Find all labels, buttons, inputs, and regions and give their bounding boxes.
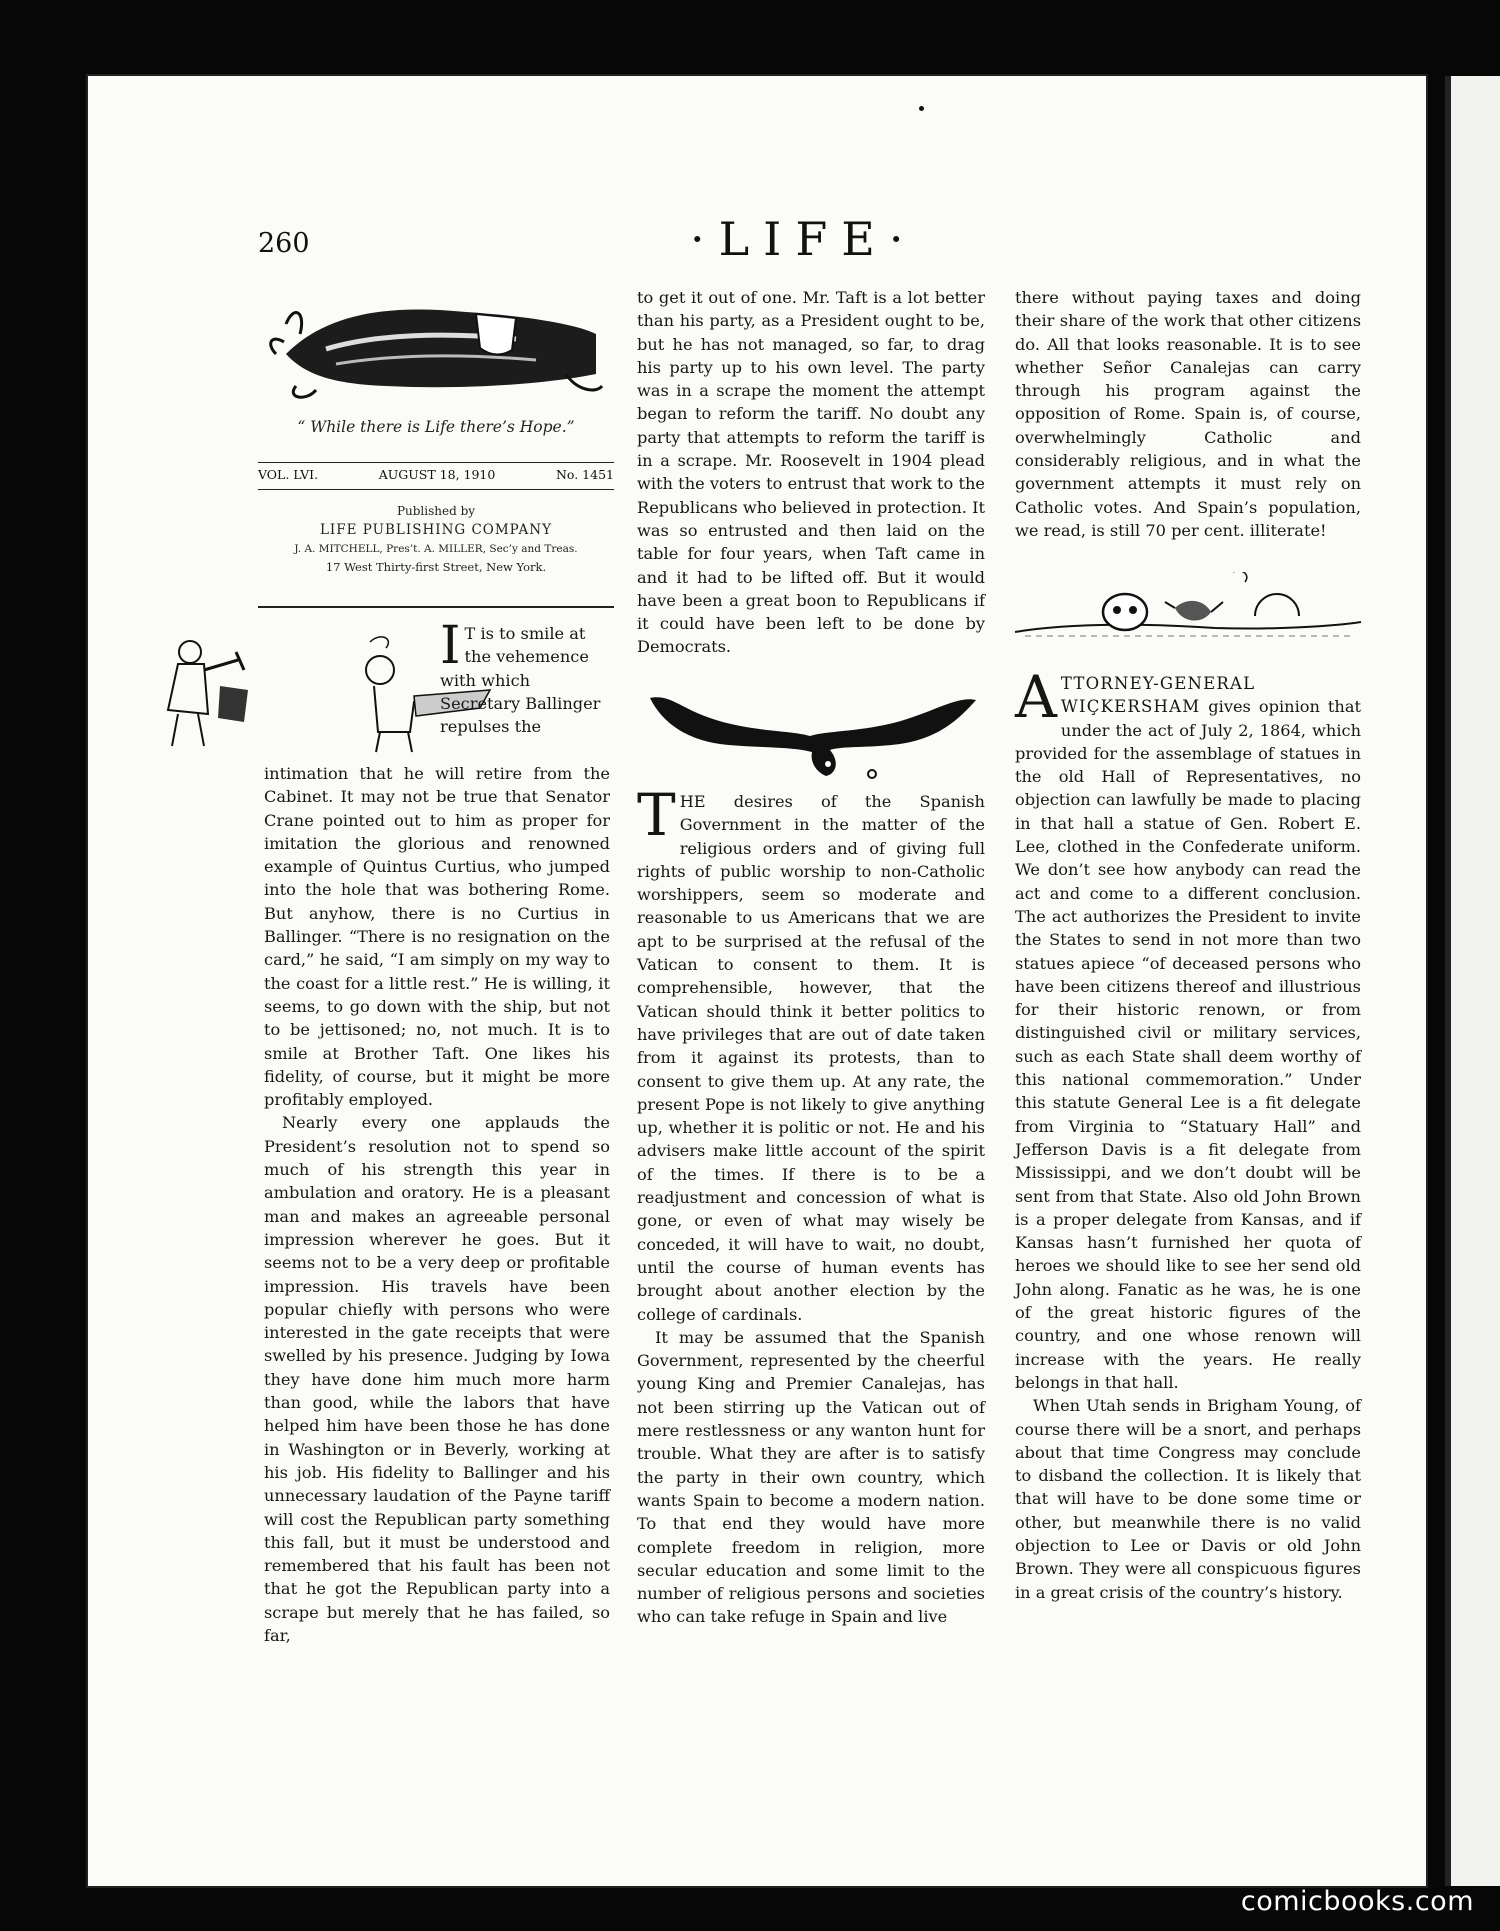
publisher-officers: J. A. MITCHELL, Pres’t. A. MILLER, Sec’y and Treas.: [294, 543, 578, 555]
watermark: comicbooks.com: [1240, 1886, 1474, 1917]
masthead-title: ·LIFE·: [690, 212, 918, 266]
col1-paragraph-2: Nearly every one applauds the President’s resolution not to spend so much of his strength this year in ambulation and oratory. He is a pleasant man and makes an agreeable personal impression wherever he goes. But it seems not to be a very deep or profitable impression. His travels have been popular chiefly with persons who were interested in the gate receipts that were swelled by his presence. Judging by Iowa they have done him much more harm than good, while the labors that have helped him have been those he has done in Washington or in Beverly, working at his job. His fidelity to Ballinger and his unnecessary laudation of the Payne tariff will cost the Republican party something this fall, but it must be understood and remembered that his fault has been not that he got the Republican party into a scrape but merely that he has failed, so far,: [264, 1113, 610, 1645]
issue-line: [258, 462, 614, 490]
col3-paragraph-2-text: gives opinion that under the act of July 2, 1864, which provided for the assemblage of statues in the old Hall of Representatives, no objection can lawfully be made to placing in that hall a statue of Gen. Robert E. Lee, clothed in the Confederate uniform. We don’t see how anybody can read the act and come to a different conclusion. The act authorizes the President to invite the States to send in not more than two statues apiece “of deceased persons who have been citizens thereof and illustrious for their historic renown, or from distinguished civil or military services, such as each State shall deem worthy of this national commemoration.” Under this statute General Lee is a fit delegate from Virginia to “Statuary Hall” and Jefferson Davis is a fit delegate from Mississippi, and we don’t doubt will be sent from that State. Also old John Brown is a proper delegate from Kansas, and if Kansas hasn’t furnished her quota of heroes we should like to see her send old John along. Fanatic as he was, he is one of the great historic figures of the country, and one whose renown will increase with the years. He really belongs in that hall.: [1015, 697, 1361, 1392]
publisher-block: [258, 504, 614, 574]
divider: [258, 606, 614, 608]
column-3a: [1015, 286, 1361, 542]
col1-paragraph-1: intimation that he will retire from the Cabinet. It may not be true that Senator Crane pointed out to him as proper for imitation the glorious and renowned example of Quintus Curtius, who jumped into the hole that was bothering Rome. But anyhow, there is no Curtius in Ballinger. “There is no resignation on the card,” he said, “I am simply on my way to the coast for a little rest.” He is willing, it seems, to go down with the ship, but not to be jettisoned; no, not much. It is to smile at Brother Taft. One likes his fidelity, of course, but it might be more profitably employed.: [264, 764, 610, 1110]
col2-paragraph-1: to get it out of one. Mr. Taft is a lot better than his party, as a President ought to be, but he has not managed, so far, to drag his party up to his own level. The party was in a scrape the moment the attempt began to reform the tariff. No doubt any party that attempts to reform the tariff is in a scrape. Mr. Roosevelt in 1904 plead with the voters to entrust that work to the Republicans who believed in protection. It was so entrusted and then laid on the table for four years, when Taft came in and it had to be lifted off. But it would have been a great boon to Republicans if it could have been left to be done by Democrats.: [637, 288, 985, 657]
vulture-illustration-icon: [640, 688, 980, 786]
col3-paragraph-1: there without paying taxes and doing their share of the work that other citizens do. All that looks reasonable. It is to see whether Señor Canalejas can carry through his program against the opposition of Rome. Spain is, of course, overwhelmingly Catholic and considerably religious, and in what the government attempts it must rely on Catholic votes. And Spain’s population, we read, is still 70 per cent. illiterate!: [1015, 288, 1361, 540]
issue-date: AUGUST 18, 1910: [378, 467, 496, 482]
col2-dropcap: T: [637, 781, 676, 849]
next-page-edge: [1445, 76, 1500, 1886]
motto: “ While there is Life there’s Hope.”: [297, 418, 575, 436]
publisher-company: LIFE PUBLISHING COMPANY: [319, 522, 553, 538]
column-1: [264, 762, 610, 1647]
col1-intro-text: T is to smile at the vehemence with which Secretary Ballinger repulses the: [440, 624, 601, 737]
page-speck: [919, 106, 924, 111]
skull-and-crab-illustration-icon: [1015, 572, 1361, 662]
col2-paragraph-2-text: HE desires of the Spanish Government in the matter of the religious orders and of giving full rights of public worship to non-Catholic worshippers, seem so moderate and reasonable to us Americans that we are apt to be surprised at the refusal of the Vatican to consent to them. It is comprehensible, however, that the Vatican should think it better politics to have privileges that are out of date taken from it against its protests, than to consent to give them up. At any rate, the present Pope is not likely to give anything up, whether it is politic or not. He and his advisers make little account of the spirit of the times. If there is to be a readjustment and concession of what is gone, or even of what may wisely be conceded, it will have to wait, no doubt, until the course of human events has brought about another election by the college of cardinals.: [637, 792, 985, 1324]
issue-volume: VOL. LVI.: [258, 467, 319, 482]
col3-paragraph-3: When Utah sends in Brigham Young, of course there will be a snort, and perhaps about that time Congress may conclude to disband the collection. It is likely that that will have to be done some time or other, but meanwhile there is no valid objection to Lee or Davis or old John Brown. They were all conspicuous figures in a great crisis of the country’s history.: [1015, 1396, 1361, 1602]
col2-paragraph-3: It may be assumed that the Spanish Government, represented by the cheerful young King and Premier Canalejas, has not been stirring up the Vatican out of mere restlessness or any wanton hunt for trouble. What they are after is to satisfy the party in their own country, which wants Spain to become a modern nation. To that end they would have more complete freedom in religion, more secular education and some limit to the number of religious persons and societies who can take refuge in Spain and live: [637, 1327, 985, 1627]
col1-dropcap: I: [440, 616, 461, 676]
column-3b: [1015, 663, 1361, 1604]
col3-small-caps: TTORNEY-GENERAL WIÇKERSHAM: [1060, 674, 1256, 717]
col3-dropcap: A: [1015, 663, 1057, 731]
published-by: Published by: [396, 504, 476, 518]
column-2a: [637, 286, 985, 659]
page-number: 260: [258, 228, 310, 259]
column-2b: [637, 781, 985, 1629]
banner-illustration-icon: [266, 294, 606, 404]
publisher-address: 17 West Thirty-first Street, New York.: [325, 560, 547, 574]
col1-intro: [440, 616, 610, 738]
man-with-hammer-illustration-icon: [148, 630, 268, 755]
issue-number: No. 1451: [555, 467, 614, 482]
col3-paragraph-2: [1015, 663, 1361, 1394]
col2-paragraph-2: [637, 781, 985, 1326]
